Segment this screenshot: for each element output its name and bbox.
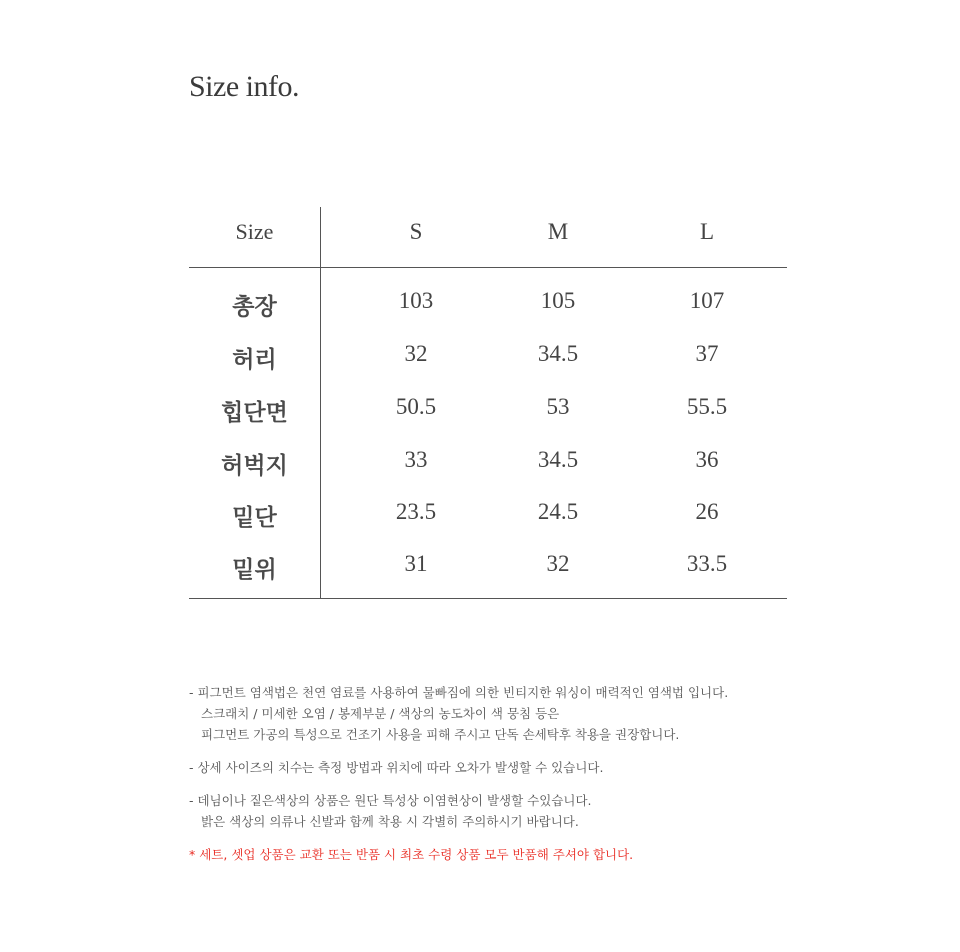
page-title: Size info. <box>189 70 299 103</box>
table-cell: 103 <box>398 288 434 313</box>
table-cell: 37 <box>695 341 719 366</box>
header-size-s: S <box>409 219 423 244</box>
set-return-warning: * 세트, 셋업 상품은 교환 또는 반품 시 최초 수령 상품 모두 반품해 주셔야 합니다. <box>189 847 634 862</box>
row-label-hip: 힙단면 <box>221 400 288 426</box>
table-cell: 33.5 <box>686 551 728 576</box>
table-header-row <box>189 207 787 268</box>
row-label-rise: 밑위 <box>232 557 277 583</box>
table-cell: 24.5 <box>537 499 579 524</box>
note-line: 스크래치 / 미세한 오염 / 봉제부분 / 색상의 농도차이 색 뭉침 등은 <box>201 706 560 721</box>
row-label-waist: 허리 <box>232 347 277 373</box>
note-line: - 상세 사이즈의 치수는 측정 방법과 위치에 따라 오차가 발생할 수 있습니다. <box>189 760 604 775</box>
note-denim-transfer <box>189 790 889 832</box>
notes-section <box>189 682 889 865</box>
row-label-thigh: 허벅지 <box>221 453 288 479</box>
row-label-total-length: 총장 <box>232 294 277 320</box>
note-line: 피그먼트 가공의 특성으로 건조기 사용을 피해 주시고 단독 손세탁후 착용을 권장합니다. <box>201 727 680 742</box>
table-cell: 26 <box>695 499 719 524</box>
table-cell: 34.5 <box>537 447 579 472</box>
header-size-l: L <box>699 219 715 244</box>
table-cell: 36 <box>695 447 719 472</box>
table-cell: 34.5 <box>537 341 579 366</box>
table-cell: 32 <box>404 341 428 366</box>
note-measurement <box>189 757 889 778</box>
table-cell: 32 <box>546 551 570 576</box>
table-cell: 105 <box>540 288 576 313</box>
table-cell: 107 <box>689 288 725 313</box>
table-cell: 50.5 <box>395 394 437 419</box>
note-line: 밝은 색상의 의류나 신발과 함께 착용 시 각별히 주의하시기 바랍니다. <box>201 814 579 829</box>
note-line: - 피그먼트 염색법은 천연 염료를 사용하여 물빠짐에 의한 빈티지한 워싱이 매력적인 염색법 입니다. <box>189 685 729 700</box>
size-table <box>189 207 787 599</box>
row-label-hem: 밑단 <box>232 505 277 531</box>
header-size-m: M <box>547 219 569 244</box>
table-cell: 31 <box>404 551 428 576</box>
table-cell: 53 <box>546 394 570 419</box>
table-body <box>189 268 787 599</box>
table-cell: 23.5 <box>395 499 437 524</box>
table-cell: 55.5 <box>686 394 728 419</box>
header-size-label: Size <box>235 219 274 244</box>
note-pigment-dye <box>189 682 889 745</box>
note-line: - 데님이나 짙은색상의 상품은 원단 특성상 이염현상이 발생할 수있습니다. <box>189 793 592 808</box>
table-cell: 33 <box>404 447 428 472</box>
